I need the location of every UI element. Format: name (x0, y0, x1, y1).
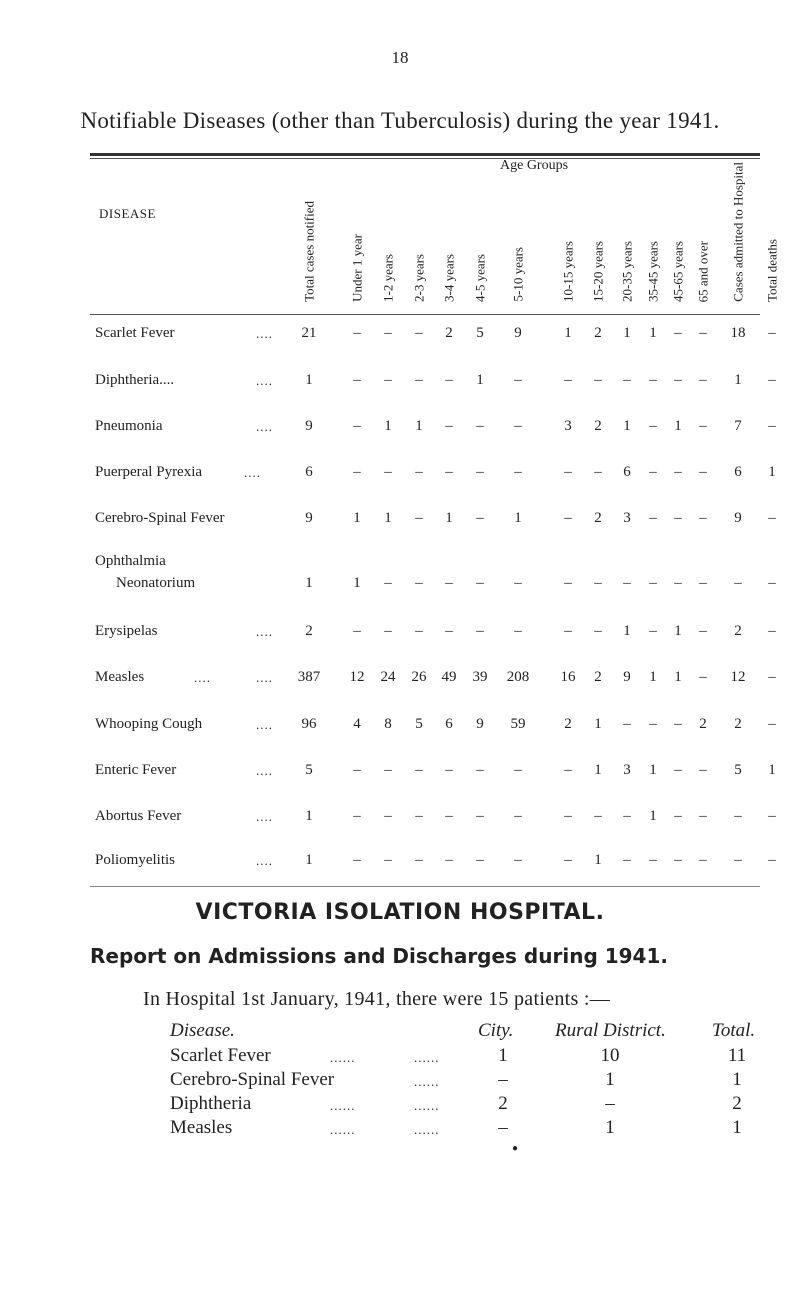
table-cell: – (514, 418, 522, 434)
table-cell: – (768, 808, 776, 824)
table-cell: – (649, 372, 657, 388)
table-cell: 26 (411, 669, 427, 685)
table-cell: 2 (734, 623, 742, 639)
disease-column-header: DISEASE (99, 206, 156, 221)
table-cell: – (649, 464, 657, 480)
disease-name: Ophthalmia (95, 553, 166, 569)
table-cell: – (564, 808, 572, 824)
table-cell: – (353, 623, 361, 639)
column-header (555, 182, 581, 302)
column-header (690, 182, 716, 302)
table-cell: – (594, 623, 602, 639)
table-cell: 1 (564, 325, 572, 341)
bullet-mark: ● (512, 1143, 519, 1154)
table-cell: 16 (560, 669, 576, 685)
table-cell: – (699, 418, 707, 434)
table-cell: 1 (674, 418, 682, 434)
table-cell: – (415, 464, 423, 480)
table-cell: – (649, 716, 657, 732)
rural-value: 10 (600, 1045, 620, 1066)
table-cell: – (514, 808, 522, 824)
table-cell: – (384, 575, 392, 591)
disease-name: Measles (95, 669, 145, 685)
column-header (406, 182, 432, 302)
table-cell: 12 (349, 669, 365, 685)
table-cell: 4 (353, 716, 361, 732)
table-cell: 2 (445, 325, 453, 341)
column-header-label: 4-5 years (472, 253, 488, 302)
table-cell: – (649, 852, 657, 868)
table-cell: 1 (649, 808, 657, 824)
column-header-label: 2-3 years (411, 253, 427, 302)
disease-name: Abortus Fever (95, 808, 182, 824)
column-header-label: 1-2 years (380, 253, 396, 302)
table-cell: 387 (297, 669, 321, 685)
table-cell: – (768, 623, 776, 639)
table-cell: – (594, 808, 602, 824)
table-cell: – (674, 808, 682, 824)
table-cell: 1 (594, 852, 602, 868)
table-cell: – (415, 852, 423, 868)
table-cell: – (734, 575, 742, 591)
total-header: Total. (712, 1020, 756, 1041)
table-cell: 5 (734, 762, 742, 778)
column-header-label: 5-10 years (510, 247, 526, 302)
table-cell: – (674, 716, 682, 732)
table-cell: 2 (594, 325, 602, 341)
table-cell: – (768, 852, 776, 868)
table-cell: 1 (305, 575, 313, 591)
dot-leader: .... (256, 809, 273, 824)
table-cell: – (564, 852, 572, 868)
table-cell: – (353, 372, 361, 388)
disease-header: Disease. (170, 1020, 235, 1041)
table-cell: 1 (353, 575, 361, 591)
table-cell: 6 (445, 716, 453, 732)
column-header (375, 182, 401, 302)
table-cell: 12 (730, 669, 746, 685)
table-cell: – (564, 623, 572, 639)
disease-name: Measles (170, 1117, 233, 1138)
table-cell: – (445, 852, 453, 868)
table-cell: 21 (301, 325, 317, 341)
table-cell: 1 (674, 669, 682, 685)
table-cell: – (353, 325, 361, 341)
table-cell: 9 (623, 669, 631, 685)
table-cell: – (353, 464, 361, 480)
dot-leader: ...... (414, 1050, 440, 1065)
table-cell: 1 (445, 510, 453, 526)
table-cell: – (674, 575, 682, 591)
table-cell: – (476, 575, 484, 591)
table-cell: 5 (305, 762, 313, 778)
table-cell: 3 (623, 510, 631, 526)
table-cell: 8 (384, 716, 392, 732)
dot-leader: ...... (330, 1098, 356, 1113)
table-top-rule-thick (90, 153, 760, 156)
table-cell: 9 (734, 510, 742, 526)
table-cell: 208 (506, 669, 530, 685)
column-header (585, 182, 611, 302)
table-bottom-rule (90, 886, 760, 887)
disease-name: Diphtheria.... (95, 372, 175, 388)
column-header (759, 182, 785, 302)
column-header-label: Total cases notified (301, 201, 317, 302)
table-cell: – (768, 418, 776, 434)
table-cell: – (514, 762, 522, 778)
table-cell: 2 (594, 418, 602, 434)
dot-leader: .... (256, 670, 273, 685)
dot-leader: .... (256, 419, 273, 434)
disease-name: Scarlet Fever (170, 1045, 271, 1066)
column-header-label: Under 1 year (349, 234, 365, 302)
column-header-label: 65 and over (695, 240, 711, 302)
disease-name: Enteric Fever (95, 762, 177, 778)
table-cell: – (594, 575, 602, 591)
disease-name: Cerebro-Spinal Fever (95, 510, 225, 526)
table-cell: – (623, 372, 631, 388)
dot-leader: ...... (330, 1050, 356, 1065)
table-cell: 1 (623, 325, 631, 341)
table-cell: – (699, 762, 707, 778)
table-cell: – (699, 623, 707, 639)
table-cell: 2 (564, 716, 572, 732)
table-cell: – (674, 852, 682, 868)
table-cell: 2 (734, 716, 742, 732)
table-cell: – (384, 808, 392, 824)
disease-name: Puerperal Pyrexia (95, 464, 203, 480)
table-cell: – (384, 852, 392, 868)
column-header (665, 182, 691, 302)
table-cell: – (699, 852, 707, 868)
table-cell: – (699, 575, 707, 591)
table-cell: – (353, 808, 361, 824)
table-cell: – (674, 325, 682, 341)
table-cell: 1 (305, 372, 313, 388)
disease-name: Whooping Cough (95, 716, 203, 732)
table-cell: – (768, 575, 776, 591)
column-header (725, 162, 751, 302)
table-cell: 1 (353, 510, 361, 526)
dot-leader: .... (194, 670, 211, 685)
table-cell: – (445, 808, 453, 824)
disease-name-line2: Neonatorium (116, 575, 196, 591)
disease-name: Diphtheria (170, 1093, 252, 1114)
table-cell: 1 (649, 325, 657, 341)
city-value: 1 (498, 1045, 508, 1066)
city-value: – (498, 1117, 508, 1138)
table-cell: – (649, 510, 657, 526)
table-cell: – (699, 510, 707, 526)
column-header (640, 182, 666, 302)
table-cell: – (415, 623, 423, 639)
table-cell: – (768, 669, 776, 685)
table-cell: 9 (305, 418, 313, 434)
table-cell: 1 (623, 623, 631, 639)
table-cell: – (514, 852, 522, 868)
table-cell: – (476, 464, 484, 480)
table-cell: 5 (415, 716, 423, 732)
table-cell: – (594, 464, 602, 480)
table-cell: – (594, 372, 602, 388)
header-rule (90, 314, 760, 315)
table-cell: – (564, 464, 572, 480)
table-cell: 1 (476, 372, 484, 388)
table-cell: – (674, 372, 682, 388)
table-cell: 9 (476, 716, 484, 732)
table-cell: – (415, 325, 423, 341)
table-cell: 1 (594, 716, 602, 732)
dot-leader: .... (256, 326, 273, 341)
table-cell: – (649, 575, 657, 591)
table-cell: – (514, 464, 522, 480)
table-cell: 1 (768, 464, 776, 480)
table-cell: – (415, 372, 423, 388)
table-cell: – (445, 418, 453, 434)
dot-leader: ...... (330, 1122, 356, 1137)
table-cell: – (476, 418, 484, 434)
table-cell: – (768, 716, 776, 732)
disease-name: Scarlet Fever (95, 325, 175, 341)
column-header-label: 20-35 years (619, 240, 635, 302)
table-cell: – (415, 808, 423, 824)
table-cell: – (734, 852, 742, 868)
column-header-label: 3-4 years (441, 253, 457, 302)
table-cell: – (564, 575, 572, 591)
table-cell: 3 (564, 418, 572, 434)
table-cell: 1 (734, 372, 742, 388)
table-cell: 6 (305, 464, 313, 480)
table-cell: – (415, 575, 423, 591)
page-number: 18 (391, 48, 409, 67)
table-cell: – (649, 418, 657, 434)
table-cell: 2 (305, 623, 313, 639)
table-cell: – (734, 808, 742, 824)
table-cell: – (699, 464, 707, 480)
table-cell: 24 (380, 669, 396, 685)
table-cell: – (674, 510, 682, 526)
hospital-subtitle: Report on Admissions and Discharges during 1941. (90, 944, 668, 968)
column-header (614, 182, 640, 302)
table-cell: – (514, 575, 522, 591)
table-cell: – (384, 464, 392, 480)
dot-leader: .... (244, 465, 261, 480)
table-cell: – (514, 623, 522, 639)
table-cell: – (353, 762, 361, 778)
disease-name: Erysipelas (95, 623, 158, 639)
table-cell: – (699, 669, 707, 685)
table-cell: 1 (594, 762, 602, 778)
table-cell: 49 (441, 669, 457, 685)
table-cell: – (353, 418, 361, 434)
table-cell: 9 (305, 510, 313, 526)
total-value: 1 (732, 1117, 742, 1138)
table-cell: 1 (514, 510, 522, 526)
column-header-label: Cases admitted to Hospital (730, 162, 746, 302)
table-cell: – (768, 510, 776, 526)
column-header-label: 35-45 years (645, 240, 661, 302)
table-cell: 96 (301, 716, 317, 732)
table-cell: – (699, 325, 707, 341)
table-cell: 2 (594, 669, 602, 685)
dot-leader: ...... (414, 1098, 440, 1113)
table-cell: – (564, 762, 572, 778)
dot-leader: ...... (414, 1122, 440, 1137)
table-cell: 1 (305, 808, 313, 824)
table-cell: – (384, 325, 392, 341)
column-header (344, 182, 370, 302)
dot-leader: ...... (414, 1074, 440, 1089)
total-value: 2 (732, 1093, 742, 1114)
table-cell: – (476, 762, 484, 778)
table-cell: – (476, 808, 484, 824)
table-cell: – (674, 762, 682, 778)
column-header-label: 10-15 years (560, 240, 576, 302)
table-cell: – (384, 623, 392, 639)
table-cell: 39 (472, 669, 488, 685)
table-cell: 6 (734, 464, 742, 480)
table-cell: 1 (384, 418, 392, 434)
table-cell: 7 (734, 418, 742, 434)
table-cell: 2 (594, 510, 602, 526)
column-header (467, 182, 493, 302)
table-cell: 2 (699, 716, 707, 732)
table-cell: – (564, 372, 572, 388)
table-cell: 1 (384, 510, 392, 526)
table-cell: – (445, 575, 453, 591)
table-cell: 59 (510, 716, 526, 732)
table-cell: – (649, 623, 657, 639)
table-cell: – (384, 762, 392, 778)
table-top-rule-thin (90, 158, 760, 159)
table-cell: 18 (730, 325, 746, 341)
dot-leader: .... (256, 853, 273, 868)
dot-leader: .... (256, 624, 273, 639)
page-title: Notifiable Diseases (other than Tuberculosis) during the year 1941. (80, 108, 720, 133)
table-cell: – (564, 510, 572, 526)
table-cell: – (445, 372, 453, 388)
table-cell: – (623, 852, 631, 868)
column-header-label: 15-20 years (590, 240, 606, 302)
table-cell: 1 (674, 623, 682, 639)
table-cell: – (623, 808, 631, 824)
city-header: City. (478, 1020, 514, 1041)
rural-value: – (605, 1093, 615, 1114)
table-cell: – (623, 716, 631, 732)
table-cell: – (514, 372, 522, 388)
disease-name: Pneumonia (95, 418, 163, 434)
column-header-label: Total deaths (764, 239, 780, 302)
table-cell: 1 (649, 762, 657, 778)
table-cell: 9 (514, 325, 522, 341)
table-cell: – (445, 464, 453, 480)
table-cell: – (415, 510, 423, 526)
disease-name: Cerebro-Spinal Fever (170, 1069, 335, 1090)
table-cell: – (699, 808, 707, 824)
table-cell: – (768, 372, 776, 388)
table-cell: – (699, 372, 707, 388)
table-cell: – (445, 762, 453, 778)
table-cell: 1 (415, 418, 423, 434)
column-header (436, 182, 462, 302)
table-cell: 1 (623, 418, 631, 434)
dot-leader: .... (256, 763, 273, 778)
table-cell: 6 (623, 464, 631, 480)
table-cell: – (476, 852, 484, 868)
city-value: 2 (498, 1093, 508, 1114)
table-cell: 1 (768, 762, 776, 778)
column-header (505, 182, 531, 302)
rural-value: 1 (605, 1117, 615, 1138)
column-header (296, 182, 322, 302)
table-cell: 1 (305, 852, 313, 868)
table-cell: – (384, 372, 392, 388)
table-cell: – (476, 623, 484, 639)
table-cell: 3 (623, 762, 631, 778)
total-value: 11 (727, 1045, 747, 1066)
column-header-label: 45-65 years (670, 240, 686, 302)
table-cell: – (415, 762, 423, 778)
rural-value: 1 (605, 1069, 615, 1090)
disease-name: Poliomyelitis (95, 852, 176, 868)
city-value: – (498, 1069, 508, 1090)
hospital-title: VICTORIA ISOLATION HOSPITAL. (195, 900, 605, 925)
age-groups-header: Age Groups (500, 158, 569, 173)
dot-leader: .... (256, 373, 273, 388)
table-cell: – (353, 852, 361, 868)
table-cell: – (476, 510, 484, 526)
table-cell: – (674, 464, 682, 480)
table-cell: – (768, 325, 776, 341)
table-cell: – (445, 623, 453, 639)
table-cell: – (623, 575, 631, 591)
dot-leader: .... (256, 717, 273, 732)
hospital-intro: In Hospital 1st January, 1941, there were 15 patients :— (143, 988, 611, 1010)
total-value: 1 (732, 1069, 742, 1090)
table-cell: 5 (476, 325, 484, 341)
table-cell: 1 (649, 669, 657, 685)
rural-header: Rural District. (555, 1020, 666, 1041)
